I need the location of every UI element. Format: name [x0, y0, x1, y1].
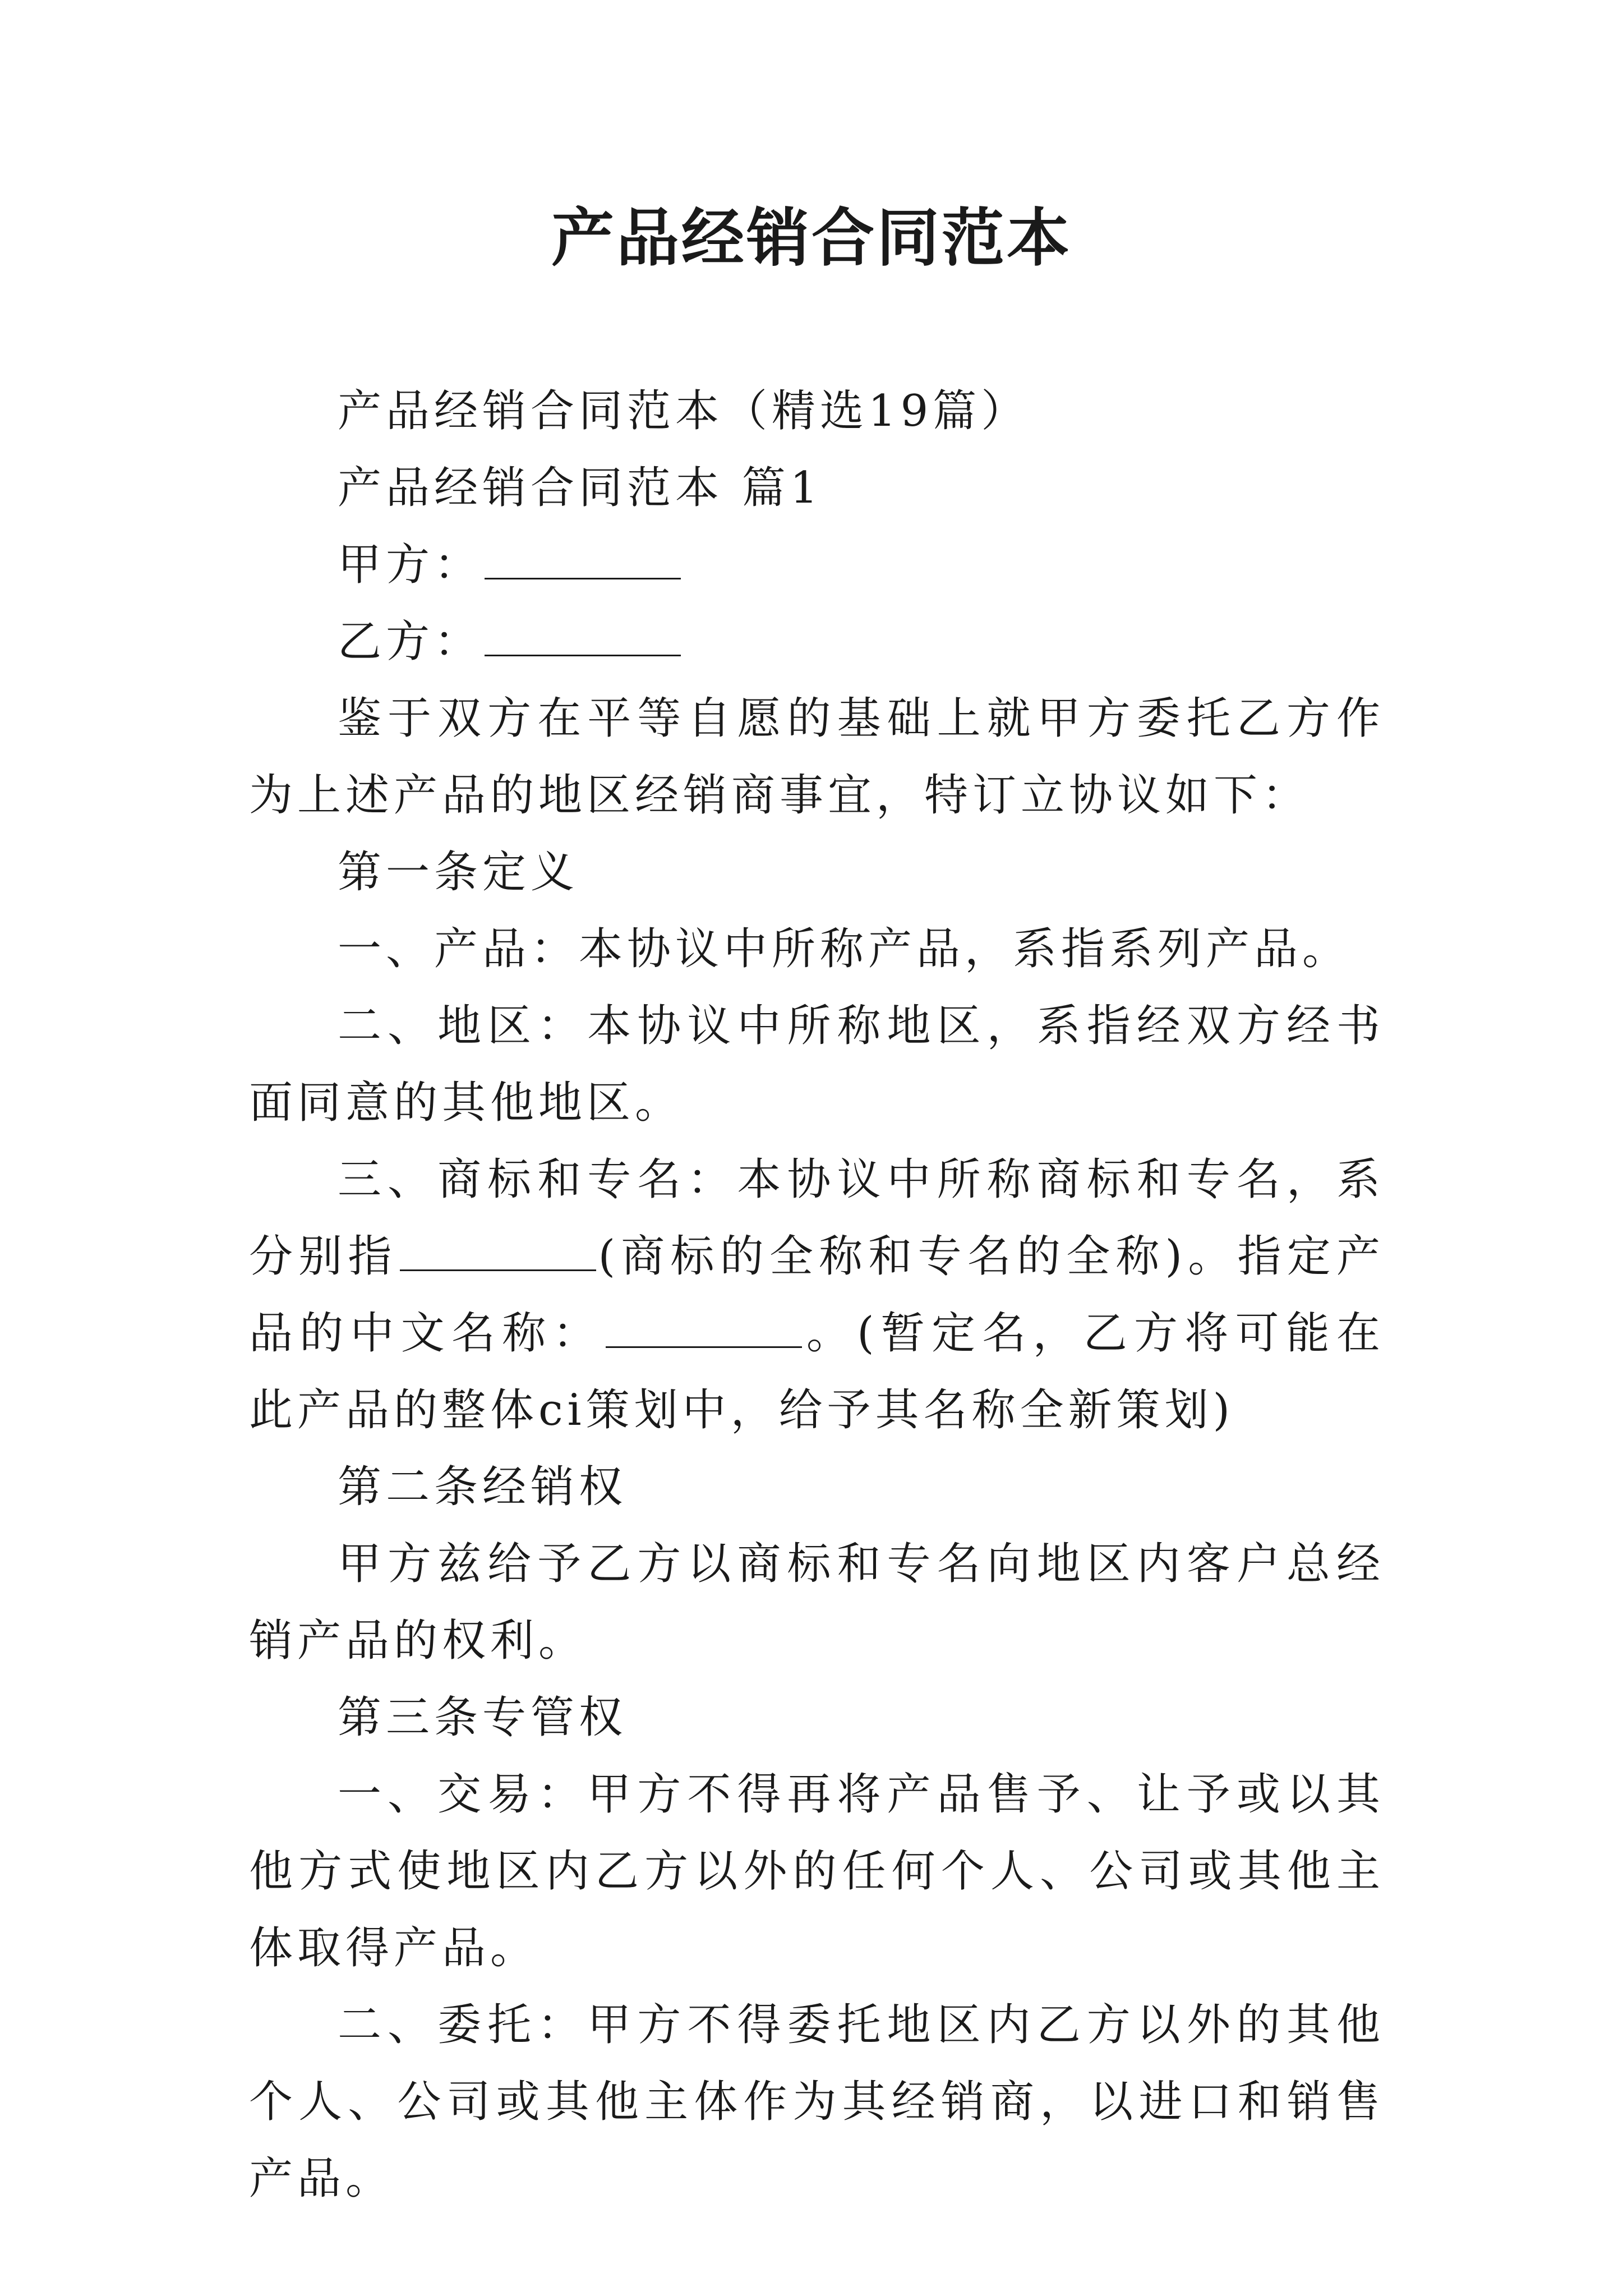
article-2-body: 甲方兹给予乙方以商标和专名向地区内客户总经销产品的权利。 [249, 1539, 1385, 1666]
definition-product: 一、产品：本协议中所称产品，系指系列产品。 [338, 924, 1351, 974]
document-title: 产品经销合同范本 [551, 201, 1072, 275]
product-name-blank [606, 1315, 802, 1348]
party-a-label: 甲方： [338, 540, 483, 590]
party-b-line [249, 604, 1385, 680]
definition-trademark-part1: 三、商标和专名：本协议中所称商标和专名，系分别指 [249, 1154, 1385, 1282]
article-3-heading: 第三条专管权 [338, 1692, 628, 1743]
definition-trademark-part2: (商标的全称和专名的全称)。指定产品的中文名称： [249, 1231, 1385, 1359]
definition-region: 二、地区：本协议中所称地区，系指经双方经书面同意的其他地区。 [249, 1001, 1385, 1128]
subtitle: 产品经销合同范本（精选19篇） [338, 386, 1030, 436]
article-3-item-1: 一、交易：甲方不得再将产品售予、让予或以其他方式使地区内乙方以外的任何个人、公司或其他主体取得产品。 [249, 1769, 1385, 1973]
preamble: 鉴于双方在平等自愿的基础上就甲方委托乙方作为上述产品的地区经销商事宜，特订立协议如下： [249, 693, 1385, 821]
party-b-blank [485, 623, 681, 656]
article-1-heading: 第一条定义 [338, 847, 579, 898]
party-a-blank [485, 546, 681, 579]
definition-trademark [249, 1142, 1385, 1449]
article-3-item-2: 二、委托：甲方不得委托地区内乙方以外的其他个人、公司或其他主体作为其经销商，以进口和销售产品。 [249, 2000, 1385, 2204]
article-2-heading: 第二条经销权 [338, 1462, 628, 1512]
party-a-line [249, 527, 1385, 604]
party-b-label: 乙方： [338, 616, 483, 667]
trademark-blank [400, 1238, 596, 1271]
document-body [249, 373, 1385, 2217]
section-heading: 产品经销合同范本 篇1 [338, 463, 823, 513]
definition-trademark-part3: 。(暂定名，乙方将可能在此产品的整体ci策划中，给予其名称全新策划) [249, 1308, 1385, 1435]
